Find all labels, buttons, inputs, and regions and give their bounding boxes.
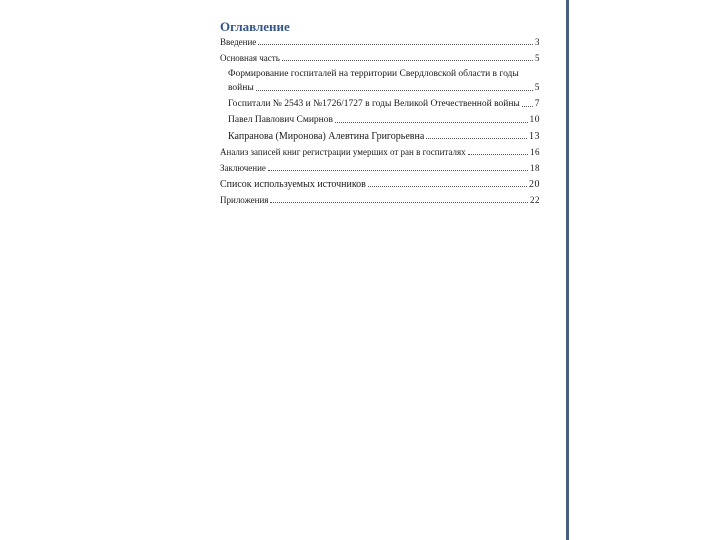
toc-entry-introduction[interactable] xyxy=(220,37,540,48)
toc-entry-line2 xyxy=(228,83,540,94)
toc-page-number: 3 xyxy=(535,37,540,47)
toc-entry-label: Госпитали № 2543 и №1726/1727 в годы Великой Отечественной войны xyxy=(228,99,520,109)
toc-entry-main-part[interactable] xyxy=(220,53,540,64)
toc-page-number: 13 xyxy=(529,131,540,142)
toc-page-number: 16 xyxy=(530,147,540,157)
toc-leader-dots xyxy=(468,154,528,155)
toc-page-number: 20 xyxy=(529,179,540,190)
toc-leader-dots xyxy=(268,170,528,171)
toc-entry-label: Список используемых источников xyxy=(220,179,366,190)
toc-entry-label: Заключение xyxy=(220,163,266,173)
toc-leader-dots xyxy=(270,202,528,203)
toc-page-number: 10 xyxy=(529,115,540,125)
toc-page-number: 7 xyxy=(534,99,540,109)
toc-entry-label-continued: войны xyxy=(228,83,254,93)
toc-entry-hospital-formation[interactable] xyxy=(220,69,540,94)
toc-entry-label: Павел Павлович Смирнов xyxy=(228,115,333,125)
toc-entry-sources[interactable] xyxy=(220,179,540,190)
page-edge-border xyxy=(566,0,569,540)
toc-title: Оглавление xyxy=(220,19,290,34)
toc-entry-conclusion[interactable] xyxy=(220,163,540,174)
toc-leader-dots xyxy=(522,106,533,107)
toc-entry-hospitals-2543-1726[interactable] xyxy=(220,99,540,110)
table-of-contents xyxy=(220,18,540,206)
toc-entry-analysis[interactable] xyxy=(220,147,540,158)
toc-page-number: 18 xyxy=(530,163,540,173)
toc-entry-label: Формирование госпиталей на территории Свердловской области в годы xyxy=(228,69,519,79)
toc-entry-kapranova[interactable] xyxy=(220,131,540,142)
toc-entry-label: Приложения xyxy=(220,195,269,205)
toc-entry-label: Капранова (Миронова) Алевтина Григорьевна xyxy=(228,131,425,142)
toc-leader-dots xyxy=(256,90,533,91)
toc-entry-smirnov[interactable] xyxy=(220,115,540,126)
toc-entry-label: Введение xyxy=(220,37,257,47)
toc-page-number: 5 xyxy=(534,83,540,93)
toc-leader-dots xyxy=(368,186,527,187)
toc-entry-appendices[interactable] xyxy=(220,195,540,206)
toc-page-number: 5 xyxy=(535,53,540,63)
toc-leader-dots xyxy=(258,44,533,45)
toc-entry-label: Основная часть xyxy=(220,53,280,63)
toc-page-number: 22 xyxy=(530,195,540,205)
toc-leader-dots xyxy=(426,138,527,139)
toc-entry-label: Анализ записей книг регистрации умерших от ран в госпиталях xyxy=(220,147,466,157)
toc-leader-dots xyxy=(335,122,528,123)
toc-leader-dots xyxy=(282,60,533,61)
